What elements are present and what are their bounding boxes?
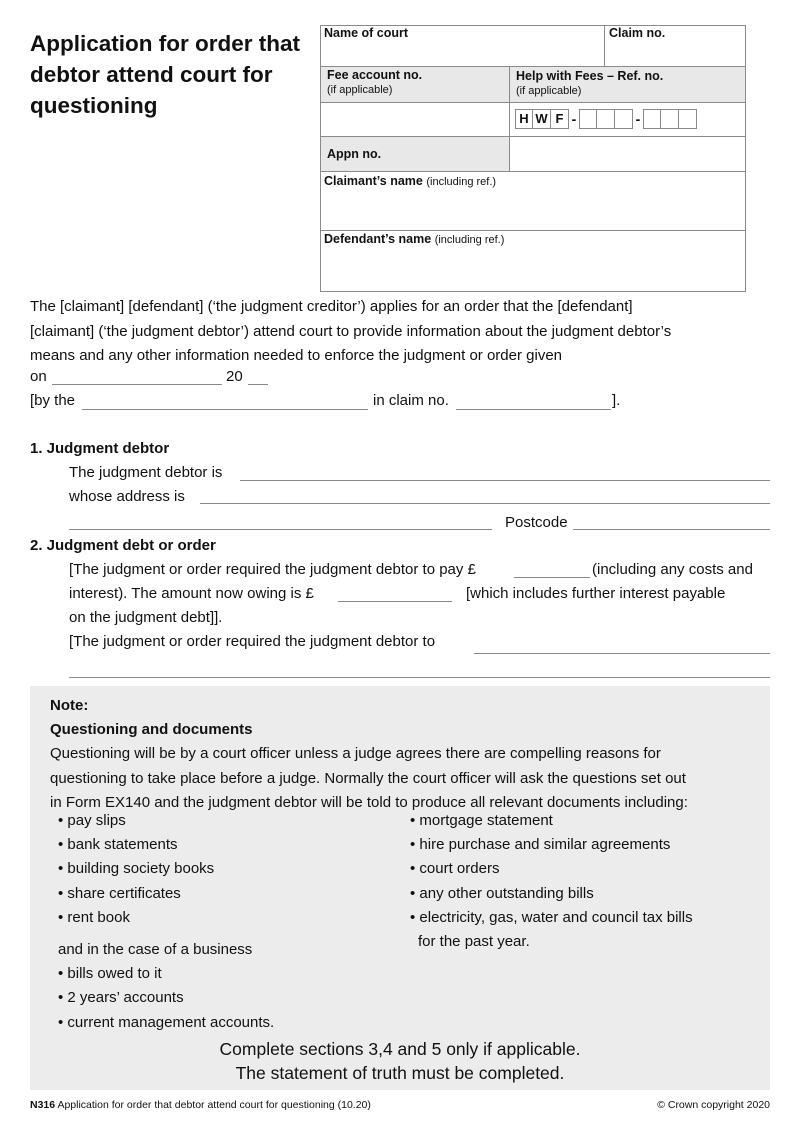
by-the-label: [by the <box>30 392 76 409</box>
judgment-year-input[interactable] <box>248 384 268 385</box>
section-1-heading: 1. Judgment debtor <box>30 440 170 457</box>
claimant-name-labels <box>324 174 496 188</box>
order-requirement-line-2[interactable] <box>69 677 770 678</box>
fee-account-input[interactable] <box>321 103 510 136</box>
debtor-is-label: The judgment debtor is <box>69 464 223 481</box>
fee-account-sub: (if applicable) <box>327 84 393 96</box>
documents-list-left <box>58 809 274 1035</box>
hwf-digit-box[interactable] <box>615 109 633 129</box>
debt-line-1a: [The judgment or order required the judgment debtor to pay £ <box>69 561 476 578</box>
hwf-letter-f: F <box>551 109 569 129</box>
intro-line: [claimant] (‘the judgment debtor’) attend court to provide information about the judgment debtor’s <box>30 322 672 340</box>
appn-no-label: Appn no. <box>327 147 382 161</box>
postcode-label: Postcode <box>505 514 568 531</box>
header-row-fees-inputs <box>321 103 745 137</box>
footer-copyright: © Crown copyright 2020 <box>657 1099 770 1111</box>
list-item: • mortgage statement <box>410 812 553 829</box>
hwf-label: Help with Fees – Ref. no. <box>516 69 664 83</box>
list-item: • rent book <box>58 908 130 926</box>
note-text <box>50 694 754 815</box>
note-subheading: Questioning and documents <box>50 721 253 739</box>
judgment-date-input[interactable] <box>52 384 222 385</box>
sections-applicable-message: Complete sections 3,4 and 5 only if applicable. <box>219 1039 581 1059</box>
in-claim-no-label: in claim no. <box>373 392 449 409</box>
footer-form-code: N316 <box>30 1099 56 1111</box>
hwf-digit-box[interactable] <box>679 109 697 129</box>
hwf-sub: (if applicable) <box>516 85 582 97</box>
on-label: on <box>30 368 47 385</box>
debt-line-1b: (including any costs and <box>592 561 753 578</box>
list-item: • court orders <box>410 860 500 878</box>
list-item: • share certificates <box>58 884 181 902</box>
list-item: • 2 years’ accounts <box>58 989 184 1007</box>
note-box <box>30 686 770 1090</box>
note-heading: Note: <box>50 697 89 714</box>
amount-ordered-input[interactable] <box>514 577 590 578</box>
defendant-name-sub: (including ref.) <box>434 234 505 246</box>
hwf-digit-box[interactable] <box>579 109 597 129</box>
list-item: • bills owed to it <box>58 965 162 983</box>
appn-no-input[interactable] <box>510 137 746 171</box>
fee-account-label-cell <box>321 67 510 102</box>
header-row-fees-labels <box>321 67 745 103</box>
order-requirement-input[interactable] <box>474 653 770 654</box>
twenty-label: 20 <box>226 368 243 385</box>
claimant-name-field[interactable] <box>321 172 745 231</box>
note-paragraph-line: questioning to take place before a judge. Normally the court officer will ask the questions set out <box>50 769 686 787</box>
intro-paragraph <box>30 295 770 369</box>
postcode-input[interactable] <box>573 529 770 530</box>
debt-line-2b: [which includes further interest payable <box>466 585 726 602</box>
list-item: • any other outstanding bills <box>410 884 594 902</box>
hwf-letter-w: W <box>533 109 551 129</box>
hwf-dash: - <box>571 111 577 127</box>
hwf-digit-box[interactable] <box>597 109 615 129</box>
list-item: • bank statements <box>58 836 178 854</box>
close-bracket: ]. <box>612 392 621 409</box>
header-table <box>320 25 746 292</box>
hwf-digit-box[interactable] <box>643 109 661 129</box>
defendant-name-label: Defendant’s name <box>324 232 432 246</box>
appn-no-label-cell <box>321 137 510 171</box>
statement-of-truth-message: The statement of truth must be completed. <box>235 1063 565 1083</box>
debt-line-3: on the judgment debt]]. <box>69 609 223 626</box>
hwf-letter-h: H <box>515 109 533 129</box>
claim-no-label: Claim no. <box>609 26 666 40</box>
defendant-name-labels <box>324 232 504 246</box>
name-of-court-field[interactable] <box>321 26 605 66</box>
form-title: Application for order that debtor attend court for questioning <box>30 31 300 118</box>
debtor-name-input[interactable] <box>240 480 770 481</box>
claimant-name-label: Claimant’s name <box>324 174 423 188</box>
footer <box>30 1099 770 1111</box>
documents-list-right <box>410 809 693 954</box>
hwf-dash: - <box>635 111 641 127</box>
hwf-digit-box[interactable] <box>661 109 679 129</box>
hwf-ref-input[interactable] <box>510 103 746 136</box>
list-item-continuation: for the past year. <box>418 933 530 951</box>
list-item: • current management accounts. <box>58 1013 275 1031</box>
section-2-heading: 2. Judgment debt or order <box>30 537 216 554</box>
amount-owing-input[interactable] <box>338 601 452 602</box>
claimant-name-sub: (including ref.) <box>426 176 497 188</box>
hwf-boxes <box>515 109 697 129</box>
debt-line-4: [The judgment or order required the judgment debtor to <box>69 633 436 650</box>
debtor-address-input[interactable] <box>200 503 770 504</box>
list-item: • building society books <box>58 860 215 878</box>
list-item: • hire purchase and similar agreements <box>410 836 671 854</box>
fee-account-label: Fee account no. <box>327 68 423 82</box>
intro-line: The [claimant] [defendant] (‘the judgment creditor’) applies for an order that the [defendant] <box>30 298 633 315</box>
debt-line-2a: interest). The amount now owing is £ <box>69 585 314 602</box>
defendant-name-field[interactable] <box>321 231 745 292</box>
intro-line: means and any other information needed to enforce the judgment or order given <box>30 347 563 364</box>
other-claim-no-input[interactable] <box>456 409 611 410</box>
footer-form-info <box>30 1099 371 1111</box>
name-of-court-label: Name of court <box>324 26 409 40</box>
debtor-address-line-2[interactable] <box>69 529 492 530</box>
address-is-label: whose address is <box>69 488 185 505</box>
header-row-appn <box>321 137 745 172</box>
list-item: • pay slips <box>58 812 126 829</box>
by-court-input[interactable] <box>82 409 368 410</box>
header-row-court <box>321 26 745 67</box>
list-item: • electricity, gas, water and council tax bills <box>410 908 693 926</box>
footer-form-title: Application for order that debtor attend court for questioning (10.20) <box>55 1099 371 1111</box>
claim-no-field[interactable] <box>605 26 746 66</box>
business-label: and in the case of a business <box>58 941 253 959</box>
hwf-label-cell <box>510 67 746 102</box>
note-paragraph-line: Questioning will be by a court officer unless a judge agrees there are compelling reasons for <box>50 745 661 763</box>
note-paragraph-line: in Form EX140 and the judgment debtor will be told to produce all relevant documents including: <box>50 793 688 811</box>
